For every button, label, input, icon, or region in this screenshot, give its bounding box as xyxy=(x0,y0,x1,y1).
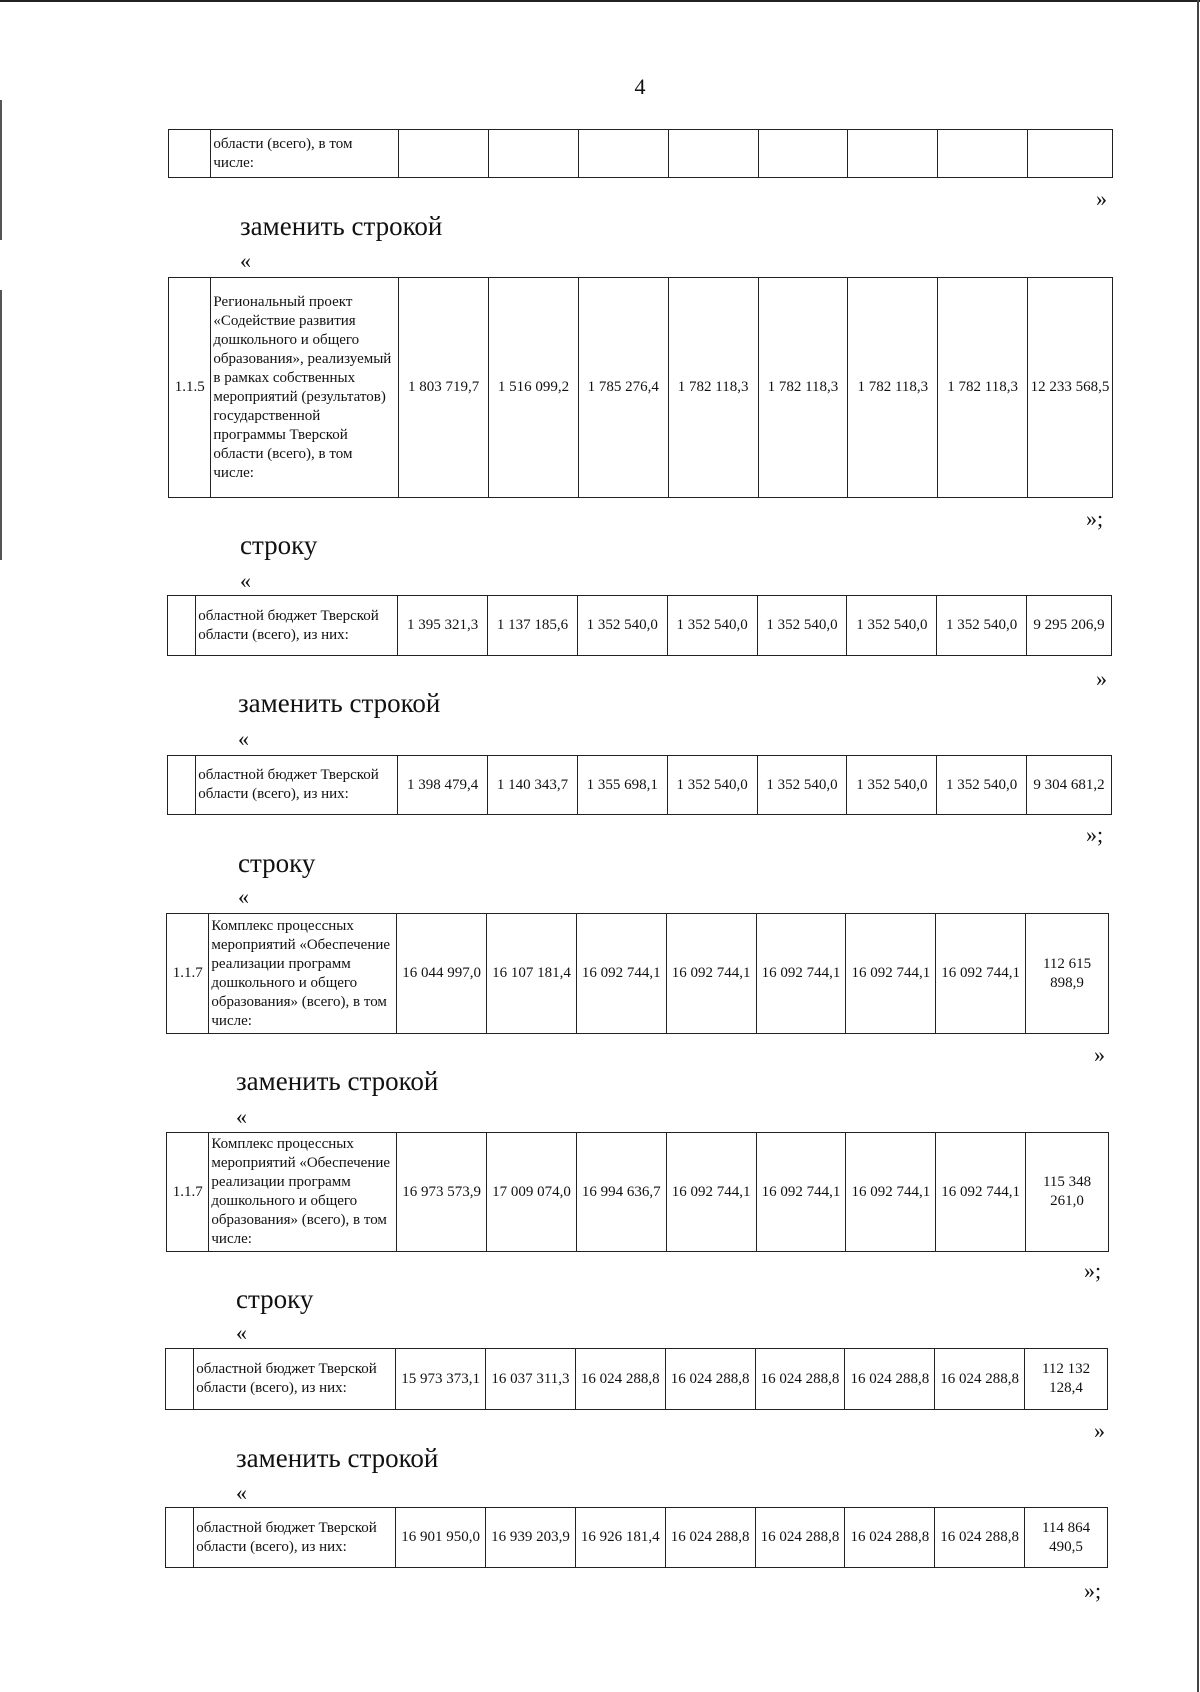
value-cell: 16 901 950,0 xyxy=(396,1508,486,1568)
row-code xyxy=(169,130,211,178)
closing-quote: » xyxy=(1096,666,1107,691)
row-name: областной бюджет Тверской области (всего), из них: xyxy=(194,1508,396,1568)
row-code: 1.1.7 xyxy=(167,914,209,1034)
value-cell: 16 037 311,3 xyxy=(486,1349,576,1410)
page-number: 4 xyxy=(634,74,646,99)
replace-with-row-text: заменить строкой xyxy=(238,688,441,718)
value-cell: 16 024 288,8 xyxy=(845,1508,935,1568)
scan-edge-mark xyxy=(0,290,2,560)
value-cell: 1 352 540,0 xyxy=(757,756,847,815)
value-cell xyxy=(489,130,579,178)
table-row-group xyxy=(168,277,1113,498)
value-cell: 1 355 698,1 xyxy=(577,756,667,815)
value-cell: 16 024 288,8 xyxy=(755,1349,845,1410)
table-row xyxy=(166,1349,1108,1410)
row-code xyxy=(166,1349,194,1410)
row-text: строку xyxy=(236,1284,314,1314)
value-cell: 1 352 540,0 xyxy=(937,596,1027,656)
value-cell: 1 140 343,7 xyxy=(488,756,578,815)
total-cell: 9 304 681,2 xyxy=(1027,756,1112,815)
value-cell: 16 044 997,0 xyxy=(397,914,487,1034)
table-row xyxy=(167,914,1109,1034)
opening-quote: « xyxy=(236,1480,247,1505)
value-cell: 16 107 181,4 xyxy=(487,914,577,1034)
opening-quote: « xyxy=(236,1320,247,1345)
value-cell: 1 137 185,6 xyxy=(488,596,578,656)
value-cell: 1 352 540,0 xyxy=(667,596,757,656)
table-row-group xyxy=(165,1507,1108,1568)
replace-with-row-text: заменить строкой xyxy=(236,1066,439,1096)
table-row-group xyxy=(165,1348,1108,1410)
replace-with-row-text: заменить строкой xyxy=(240,211,443,241)
value-cell: 17 009 074,0 xyxy=(487,1133,577,1252)
value-cell: 1 352 540,0 xyxy=(757,596,847,656)
value-cell: 1 352 540,0 xyxy=(667,756,757,815)
value-cell: 1 352 540,0 xyxy=(577,596,667,656)
value-cell: 16 024 288,8 xyxy=(935,1349,1025,1410)
value-cell: 16 024 288,8 xyxy=(755,1508,845,1568)
row-code xyxy=(168,596,196,656)
row-text: строку xyxy=(238,848,316,878)
scan-top-border xyxy=(0,0,1200,2)
value-cell: 1 782 118,3 xyxy=(938,278,1028,498)
closing-quote: » xyxy=(1094,1418,1105,1443)
replace-with-row-text: заменить строкой xyxy=(236,1443,439,1473)
total-cell: 115 348 261,0 xyxy=(1026,1133,1109,1252)
value-cell: 16 092 744,1 xyxy=(846,1133,936,1252)
value-cell: 16 092 744,1 xyxy=(846,914,936,1034)
value-cell xyxy=(938,130,1028,178)
value-cell: 1 395 321,3 xyxy=(398,596,488,656)
row-code: 1.1.7 xyxy=(167,1133,209,1252)
value-cell: 16 973 573,9 xyxy=(397,1133,487,1252)
value-cell: 16 024 288,8 xyxy=(845,1349,935,1410)
value-cell: 1 782 118,3 xyxy=(668,278,758,498)
value-cell: 16 092 744,1 xyxy=(666,1133,756,1252)
scan-right-border xyxy=(1197,0,1199,1692)
value-cell: 1 782 118,3 xyxy=(758,278,848,498)
table-row xyxy=(169,278,1113,498)
value-cell: 16 994 636,7 xyxy=(576,1133,666,1252)
table-row xyxy=(166,1508,1108,1568)
opening-quote: « xyxy=(240,568,251,593)
opening-quote: « xyxy=(236,1104,247,1129)
scan-edge-mark xyxy=(0,100,2,240)
closing-quote-semicolon: »; xyxy=(1086,506,1104,531)
closing-quote-semicolon: »; xyxy=(1084,1258,1102,1283)
row-name: Комплекс процессных мероприятий «Обеспечение реализации программ дошкольного и общего образования» (всего), в том числе: xyxy=(209,914,397,1034)
value-cell: 1 803 719,7 xyxy=(399,278,489,498)
closing-quote: » xyxy=(1096,186,1107,211)
table-row-group xyxy=(166,913,1109,1034)
value-cell: 16 939 203,9 xyxy=(486,1508,576,1568)
value-cell: 16 926 181,4 xyxy=(575,1508,665,1568)
value-cell: 16 092 744,1 xyxy=(666,914,756,1034)
value-cell: 1 785 276,4 xyxy=(578,278,668,498)
table-row-group xyxy=(166,1132,1109,1252)
row-name: Комплекс процессных мероприятий «Обеспечение реализации программ дошкольного и общего образования» (всего), в том числе: xyxy=(209,1133,397,1252)
value-cell: 16 092 744,1 xyxy=(936,914,1026,1034)
row-text: строку xyxy=(240,530,318,560)
total-cell: 112 615 898,9 xyxy=(1026,914,1109,1034)
value-cell: 16 092 744,1 xyxy=(576,914,666,1034)
opening-quote: « xyxy=(238,726,249,751)
table-row xyxy=(168,596,1112,656)
value-cell: 16 092 744,1 xyxy=(756,914,846,1034)
row-code: 1.1.5 xyxy=(169,278,211,498)
table-row xyxy=(169,130,1113,178)
value-cell: 16 024 288,8 xyxy=(665,1508,755,1568)
closing-quote: » xyxy=(1094,1042,1105,1067)
value-cell xyxy=(758,130,848,178)
value-cell: 1 782 118,3 xyxy=(848,278,938,498)
total-cell: 12 233 568,5 xyxy=(1028,278,1113,498)
row-code xyxy=(168,756,196,815)
value-cell: 16 024 288,8 xyxy=(665,1349,755,1410)
value-cell: 1 352 540,0 xyxy=(847,756,937,815)
value-cell xyxy=(668,130,758,178)
table-row xyxy=(168,756,1112,815)
value-cell: 16 024 288,8 xyxy=(935,1508,1025,1568)
table-row xyxy=(167,1133,1109,1252)
value-cell: 1 398 479,4 xyxy=(398,756,488,815)
value-cell: 15 973 373,1 xyxy=(396,1349,486,1410)
row-code xyxy=(166,1508,194,1568)
closing-quote-semicolon: »; xyxy=(1086,822,1104,847)
value-cell: 16 092 744,1 xyxy=(936,1133,1026,1252)
value-cell: 1 352 540,0 xyxy=(847,596,937,656)
value-cell xyxy=(399,130,489,178)
row-name: области (всего), в том числе: xyxy=(211,130,399,178)
table-row-group xyxy=(167,755,1112,815)
total-cell xyxy=(1028,130,1113,178)
value-cell xyxy=(848,130,938,178)
row-name: Региональный проект «Содействие развития дошкольного и общего образования», реализуемый в рамках собственных мероприятий (результатов) государственной программы Тверской области (всего), в том числе: xyxy=(211,278,399,498)
closing-quote-semicolon: »; xyxy=(1084,1578,1102,1603)
value-cell: 1 352 540,0 xyxy=(937,756,1027,815)
value-cell xyxy=(578,130,668,178)
table-row-group xyxy=(167,595,1112,656)
opening-quote: « xyxy=(240,248,251,273)
row-name: областной бюджет Тверской области (всего), из них: xyxy=(194,1349,396,1410)
total-cell: 9 295 206,9 xyxy=(1027,596,1112,656)
value-cell: 1 516 099,2 xyxy=(489,278,579,498)
row-name: областной бюджет Тверской области (всего), из них: xyxy=(196,756,398,815)
table-row-group xyxy=(168,129,1113,178)
value-cell: 16 024 288,8 xyxy=(575,1349,665,1410)
total-cell: 112 132 128,4 xyxy=(1025,1349,1108,1410)
opening-quote: « xyxy=(238,884,249,909)
row-name: областной бюджет Тверской области (всего), из них: xyxy=(196,596,398,656)
total-cell: 114 864 490,5 xyxy=(1025,1508,1108,1568)
value-cell: 16 092 744,1 xyxy=(756,1133,846,1252)
